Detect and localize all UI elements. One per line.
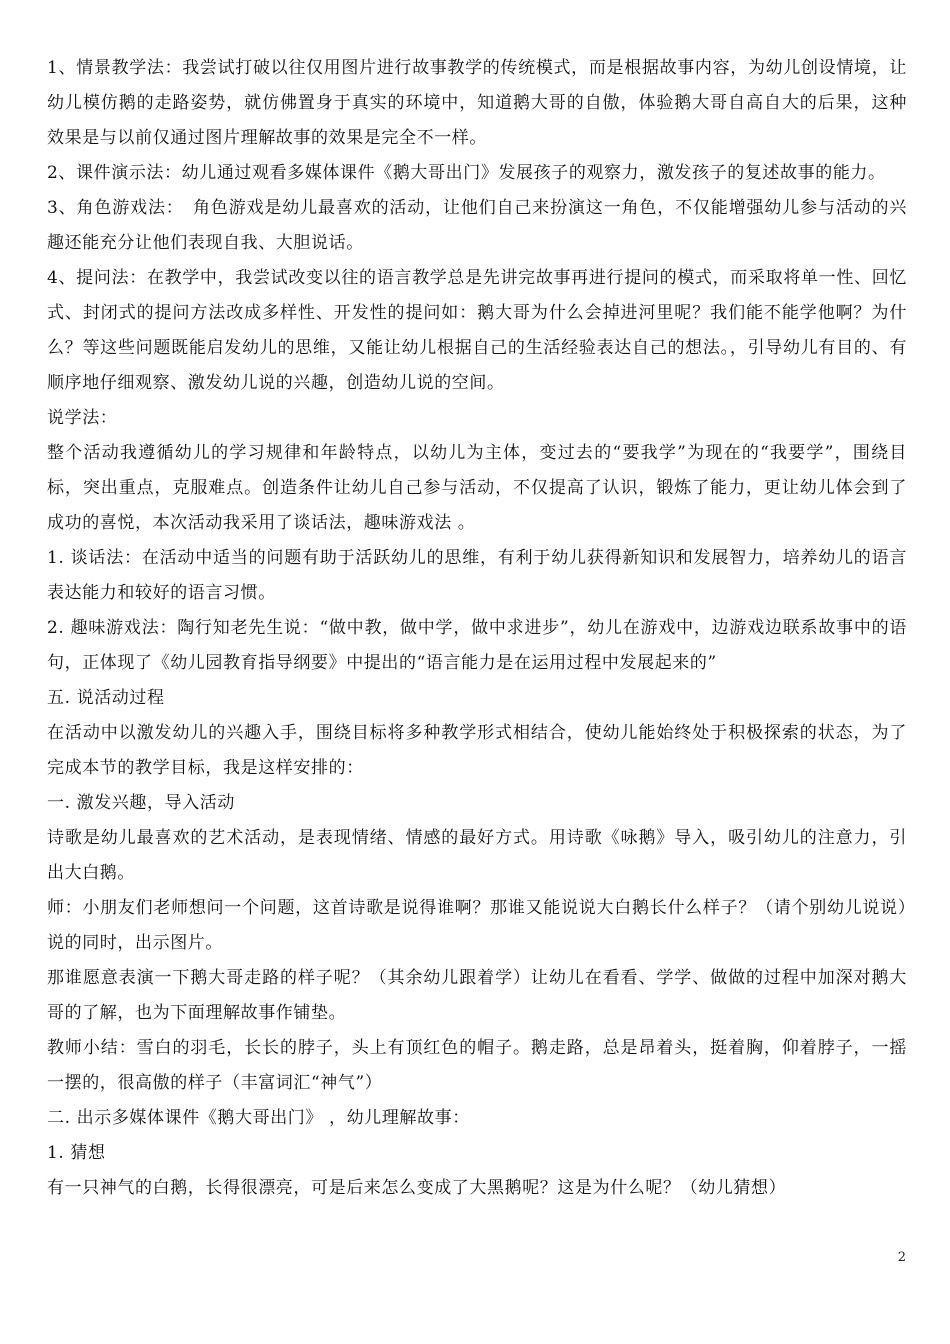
paragraph-poem-intro: 诗歌是幼儿最喜欢的艺术活动，是表现情绪、情感的最好方式。用诗歌《咏鹅》导入，吸引幼儿的注意力，引出大白鹅。 bbox=[47, 828, 907, 883]
heading-step-one: 一. 激发兴趣，导入活动 bbox=[47, 793, 236, 813]
heading-guess: 1. 猜想 bbox=[47, 1143, 106, 1163]
paragraph-teacher-summary: 教师小结：雪白的羽毛，长长的脖子，头上有顶红色的帽子。鹅走路，总是昂着头，挺着胸，仰着脖子，一摇一摆的，很高傲的样子（丰富词汇“神气”） bbox=[47, 1038, 907, 1093]
paragraph-performance: 那谁愿意表演一下鹅大哥走路的样子呢？（其余幼儿跟着学）让幼儿在看看、学学、做做的过程中加深对鹅大哥的了解，也为下面理解故事作铺垫。 bbox=[47, 968, 907, 1023]
paragraph-method-courseware: 2、课件演示法：幼儿通过观看多媒体课件《鹅大哥出门》发展孩子的观察力，激发孩子的复述故事的能力。 bbox=[47, 163, 886, 183]
page-number: 2 bbox=[897, 1250, 906, 1265]
document-page bbox=[47, 0, 907, 1344]
heading-activity-process: 五. 说活动过程 bbox=[47, 688, 165, 708]
heading-step-two: 二. 出示多媒体课件《鹅大哥出门》 ，幼儿理解故事： bbox=[47, 1108, 470, 1128]
paragraph-method-role-play: 3、角色游戏法： 角色游戏是幼儿最喜欢的活动，让他们自己来扮演这一角色，不仅能增强幼儿参与活动的兴趣还能充分让他们表现自我、大胆说话。 bbox=[47, 198, 907, 253]
paragraph-game-method: 2. 趣味游戏法：陶行知老先生说：“做中教，做中学，做中求进步”，幼儿在游戏中，边游戏边联系故事中的语句，正体现了《幼儿园教育指导纲要》中提出的“语言能力是在运用过程中发展起来的” bbox=[47, 618, 907, 673]
paragraph-talk-method: 1. 谈话法：在活动中适当的问题有助于活跃幼儿的思维，有利于幼儿获得新知识和发展智力，培养幼儿的语言表达能力和较好的语言习惯。 bbox=[47, 548, 907, 603]
paragraph-teacher-question: 师：小朋友们老师想问一个问题，这首诗歌是说得谁啊？那谁又能说说大白鹅长什么样子？（请个别幼儿说说）说的同时，出示图片。 bbox=[47, 898, 907, 953]
paragraph-process-intro: 在活动中以激发幼儿的兴趣入手，围绕目标将多种教学形式相结合，使幼儿能始终处于积极探索的状态，为了完成本节的教学目标，我是这样安排的： bbox=[47, 723, 907, 778]
paragraph-method-questioning: 4、提问法：在教学中，我尝试改变以往的语言教学总是先讲完故事再进行提问的模式，而采取将单一性、回忆式、封闭式的提问方法改成多样性、开发性的提问如：鹅大哥为什么会掉进河里呢？我们能不能学他啊？为什么？等这些问题既能启发幼儿的思维，又能让幼儿根据自己的生活经验表达自己的想法。，引导幼儿有目的、有顺序地仔细观察、激发幼儿说的兴趣，创造幼儿说的空间。 bbox=[47, 268, 907, 393]
paragraph-guess-question: 有一只神气的白鹅，长得很漂亮，可是后来怎么变成了大黑鹅呢？这是为什么呢？（幼儿猜想） bbox=[47, 1178, 787, 1198]
paragraph-method-situational: 1、情景教学法：我尝试打破以往仅用图片进行故事教学的传统模式，而是根据故事内容，为幼儿创设情境，让幼儿模仿鹅的走路姿势，就仿佛置身于真实的环境中，知道鹅大哥的自傲，体验鹅大哥自高自大的后果，这种效果是与以前仅通过图片理解故事的效果是完全不一样。 bbox=[47, 58, 907, 148]
document-body bbox=[47, 51, 907, 1206]
heading-learning-methods: 说学法： bbox=[47, 408, 118, 428]
paragraph-learning-overview: 整个活动我遵循幼儿的学习规律和年龄特点，以幼儿为主体，变过去的“要我学”为现在的“我要学”，围绕目标，突出重点，克服难点。创造条件让幼儿自己参与活动，不仅提高了认识，锻炼了能力，更让幼儿体会到了成功的喜悦，本次活动我采用了谈话法，趣味游戏法 。 bbox=[47, 443, 907, 533]
